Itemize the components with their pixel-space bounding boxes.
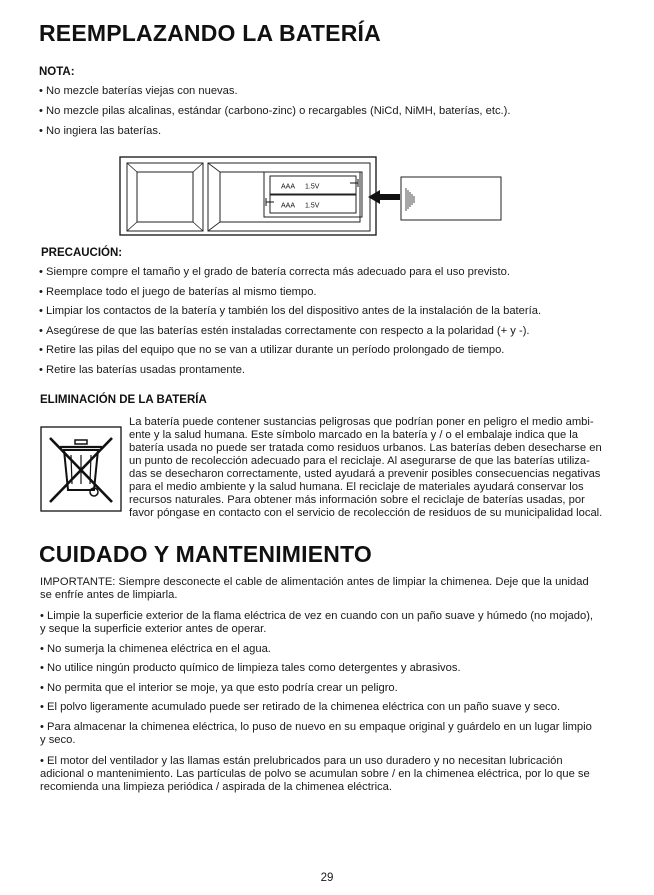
precaucion-heading: PRECAUCIÓN: bbox=[41, 247, 123, 259]
care-item bbox=[40, 755, 590, 794]
battery-top-voltage: 1.5V bbox=[305, 183, 320, 191]
list-item: • Siempre compre el tamaño y el grado de batería correcta más adecuado para el uso previsto. bbox=[39, 265, 541, 279]
battery-bottom-voltage: 1.5V bbox=[305, 202, 320, 210]
battery-diagram bbox=[118, 155, 508, 240]
text-line: recomienda una limpieza periódica / aspirada de la chimenea eléctrica. bbox=[40, 781, 392, 793]
text-line: y seque la superficie exterior antes de operar. bbox=[40, 623, 267, 635]
important-note bbox=[40, 576, 589, 602]
text-line: favor póngase en contacto con el servicio de recolección de residuos de su municipalidad local. bbox=[129, 507, 603, 519]
text-line: adicional o mantenimiento. Las partículas de polvo se acumulan sobre / en la chimenea eléctrica, por lo que se bbox=[40, 768, 590, 780]
list-item: • Retire las baterías usadas prontamente. bbox=[39, 363, 541, 377]
text-line: • Para almacenar la chimenea eléctrica, lo puso de nuevo en su empaque original y guárdelo en un lugar limpio bbox=[40, 721, 592, 733]
care-item bbox=[40, 701, 560, 714]
list-item: • Asegúrese de que las baterías estén instaladas correctamente con respecto a la polaridad (+ y -). bbox=[39, 324, 541, 338]
text-line: recursos naturales. Para obtener más información sobre el reciclaje de baterías usadas, por bbox=[129, 494, 585, 506]
text-line: para el medio ambiente y la salud humana. El reciclaje de materiales ayudará conservar los bbox=[129, 481, 584, 493]
care-item bbox=[40, 682, 398, 695]
nota-list bbox=[39, 84, 511, 138]
list-item: • No mezcle baterías viejas con nuevas. bbox=[39, 84, 511, 98]
text-line: • No sumerja la chimenea eléctrica en el agua. bbox=[40, 643, 271, 655]
nota-heading: NOTA: bbox=[39, 66, 75, 78]
care-item bbox=[40, 643, 271, 656]
text-line: IMPORTANTE: Siempre desconecte el cable de alimentación antes de limpiar la chimenea. Deje que la unidad bbox=[40, 576, 589, 588]
battery-top-type: AAA bbox=[281, 183, 296, 191]
eliminacion-text bbox=[129, 416, 602, 520]
text-line: • No utilice ningún producto químico de limpieza tales como detergentes y abrasivos. bbox=[40, 662, 461, 674]
insert-arrow-icon bbox=[368, 190, 400, 204]
care-item bbox=[40, 662, 461, 675]
list-item: • Reemplace todo el juego de baterías al mismo tiempo. bbox=[39, 285, 541, 299]
list-item: • No ingiera las baterías. bbox=[39, 124, 511, 138]
care-item bbox=[40, 610, 593, 636]
text-line: • El motor del ventilador y las llamas están prelubricados para un uso duradero y no necesitan lubricación bbox=[40, 755, 563, 767]
page-title: REEMPLAZANDO LA BATERÍA bbox=[39, 20, 381, 46]
text-line: un punto de recolección adecuado para el reciclaje. Al asegurarse de que las baterías utiliza- bbox=[129, 455, 590, 467]
page-number: 29 bbox=[320, 872, 334, 884]
list-item: • No mezcle pilas alcalinas, estándar (carbono-zinc) o recargables (NiCd, NiMH, baterías, etc.). bbox=[39, 104, 511, 118]
text-line: • El polvo ligeramente acumulado puede ser retirado de la chimenea eléctrica con un paño suave y seco. bbox=[40, 701, 561, 713]
text-line: batería usada no puede ser tratada como residuos urbanos. Las baterías deben desecharse en bbox=[129, 442, 602, 454]
list-item: • Retire las pilas del equipo que no se van a utilizar durante un período prolongado de tiempo. bbox=[39, 343, 541, 357]
text-line: La batería puede contener sustancias peligrosas que podrían poner en peligro el medio ambi- bbox=[129, 416, 594, 428]
precaucion-list bbox=[39, 265, 541, 377]
crossed-bin-icon bbox=[40, 426, 122, 512]
list-item: • Limpiar los contactos de la batería y también los del dispositivo antes de la instalación de la batería. bbox=[39, 304, 541, 318]
text-line: das se desecharon correctamente, usted ayudará a prevenir posibles consecuencias negativas bbox=[129, 468, 601, 480]
text-line: ente y la salud humana. Este símbolo marcado en la batería y / o el embalaje indica que la bbox=[129, 429, 579, 441]
text-line: y seco. bbox=[40, 734, 76, 746]
care-title: CUIDADO Y MANTENIMIENTO bbox=[39, 541, 373, 567]
text-line: se enfríe antes de limpiarla. bbox=[40, 589, 178, 601]
text-line: • No permita que el interior se moje, ya que esto podría crear un peligro. bbox=[40, 682, 398, 694]
text-line: • Limpie la superficie exterior de la flama eléctrica de vez en cuando con un paño suave y húmedo (no mojado), bbox=[40, 610, 594, 622]
eliminacion-heading: ELIMINACIÓN DE LA BATERÍA bbox=[40, 394, 207, 406]
battery-bottom-type: AAA bbox=[281, 202, 296, 210]
care-item bbox=[40, 721, 592, 747]
